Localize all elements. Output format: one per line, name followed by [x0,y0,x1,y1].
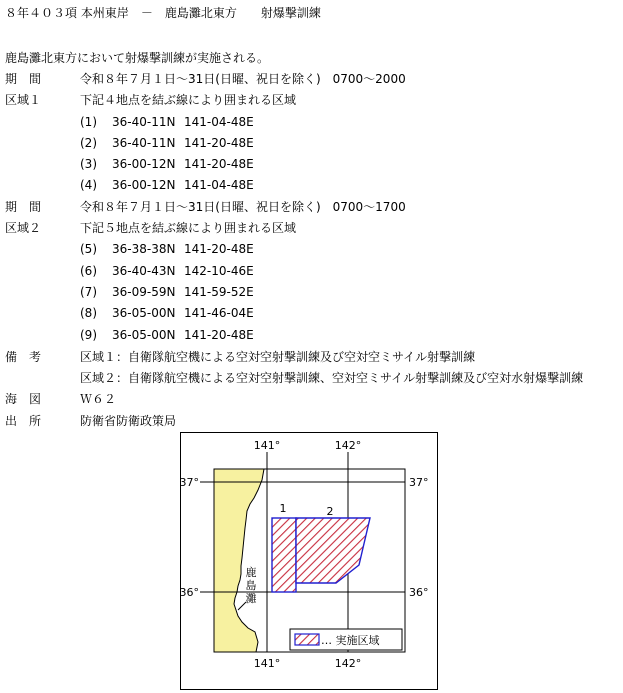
point-number: (9) [80,328,97,342]
period1-value: 令和８年７月１日～31日(日曜、祝日を除く) 0700～2000 [80,72,406,86]
point-number: (7) [80,285,97,299]
lat-37-left: 37° [180,476,199,489]
area1-map-label: 1 [279,502,287,515]
point-number: (3) [80,157,97,171]
point-lon: 141-20-48E [184,328,254,342]
point-lon: 141-59-52E [184,285,254,299]
remarks-line2: 区域２：自衛隊航空機による空対空射撃訓練、空対空ミサイル射撃訓練及び空対水射爆撃訓練 [80,371,584,385]
list-item [80,157,254,171]
point-number: (8) [80,306,97,320]
remarks-label: 備 考 [5,350,42,364]
period2-label: 期 間 [5,200,42,214]
lon-141-top: 141° [253,439,281,452]
period1-label: 期 間 [5,72,42,86]
point-lon: 141-46-04E [184,306,254,320]
area1-desc: 下記４地点を結ぶ線により囲まれる区域 [80,93,297,107]
source-value: 防衛省防衛政策局 [80,414,177,428]
lat-36-right: 36° [409,586,429,599]
notice-title: ８年４０３項 本州東岸 － 鹿島灘北東方 射爆撃訓練 [5,6,321,20]
point-lat: 36-40-43N [112,264,176,278]
lon-142-bottom: 142° [334,657,362,670]
lon-142-top: 142° [334,439,362,452]
point-lon: 141-04-48E [184,115,254,129]
point-lat: 36-00-12N [112,157,176,171]
area-map [180,432,438,690]
intro-text: 鹿島灘北東方において射爆撃訓練が実施される。 [5,51,270,65]
point-number: (6) [80,264,97,278]
place-char-1: 鹿 [245,566,257,579]
list-item [80,306,254,320]
list-item [80,242,254,256]
period2-value: 令和８年７月１日～31日(日曜、祝日を除く) 0700～1700 [80,200,406,214]
list-item [80,285,254,299]
point-lat: 36-00-12N [112,178,176,192]
point-lat: 36-40-11N [112,136,176,150]
point-lon: 141-20-48E [184,242,254,256]
lon-141-bottom: 141° [253,657,281,670]
list-item [80,178,254,192]
source-label: 出 所 [5,414,42,428]
point-lon: 142-10-46E [184,264,254,278]
list-item [80,328,254,342]
place-char-3: 灘 [245,592,257,605]
point-lat: 36-09-59N [112,285,176,299]
point-lat: 36-40-11N [112,115,176,129]
point-number: (2) [80,136,97,150]
chart-value: Ｗ６２ [80,392,117,406]
point-lat: 36-05-00N [112,306,176,320]
area2-map-label: 2 [326,505,334,518]
list-item [80,136,254,150]
lat-36-left: 36° [180,586,199,599]
area2-desc: 下記５地点を結ぶ線により囲まれる区域 [80,221,297,235]
area2-label: 区域２ [5,221,42,235]
place-char-2: 島 [245,579,257,592]
point-lon: 141-20-48E [184,136,254,150]
area1-polygon [272,518,296,592]
legend-swatch [295,634,319,645]
list-item [80,115,254,129]
point-number: (5) [80,242,97,256]
point-number: (4) [80,178,97,192]
point-number: (1) [80,115,97,129]
legend-text: … 実施区域 [321,634,380,647]
point-lon: 141-04-48E [184,178,254,192]
remarks-line1: 区域１：自衛隊航空機による空対空射撃訓練及び空対空ミサイル射撃訓練 [80,350,476,364]
list-item [80,264,254,278]
area1-label: 区域１ [5,93,42,107]
lat-37-right: 37° [409,476,429,489]
point-lon: 141-20-48E [184,157,254,171]
point-lat: 36-05-00N [112,328,176,342]
point-lat: 36-38-38N [112,242,176,256]
chart-label: 海 図 [5,392,42,406]
